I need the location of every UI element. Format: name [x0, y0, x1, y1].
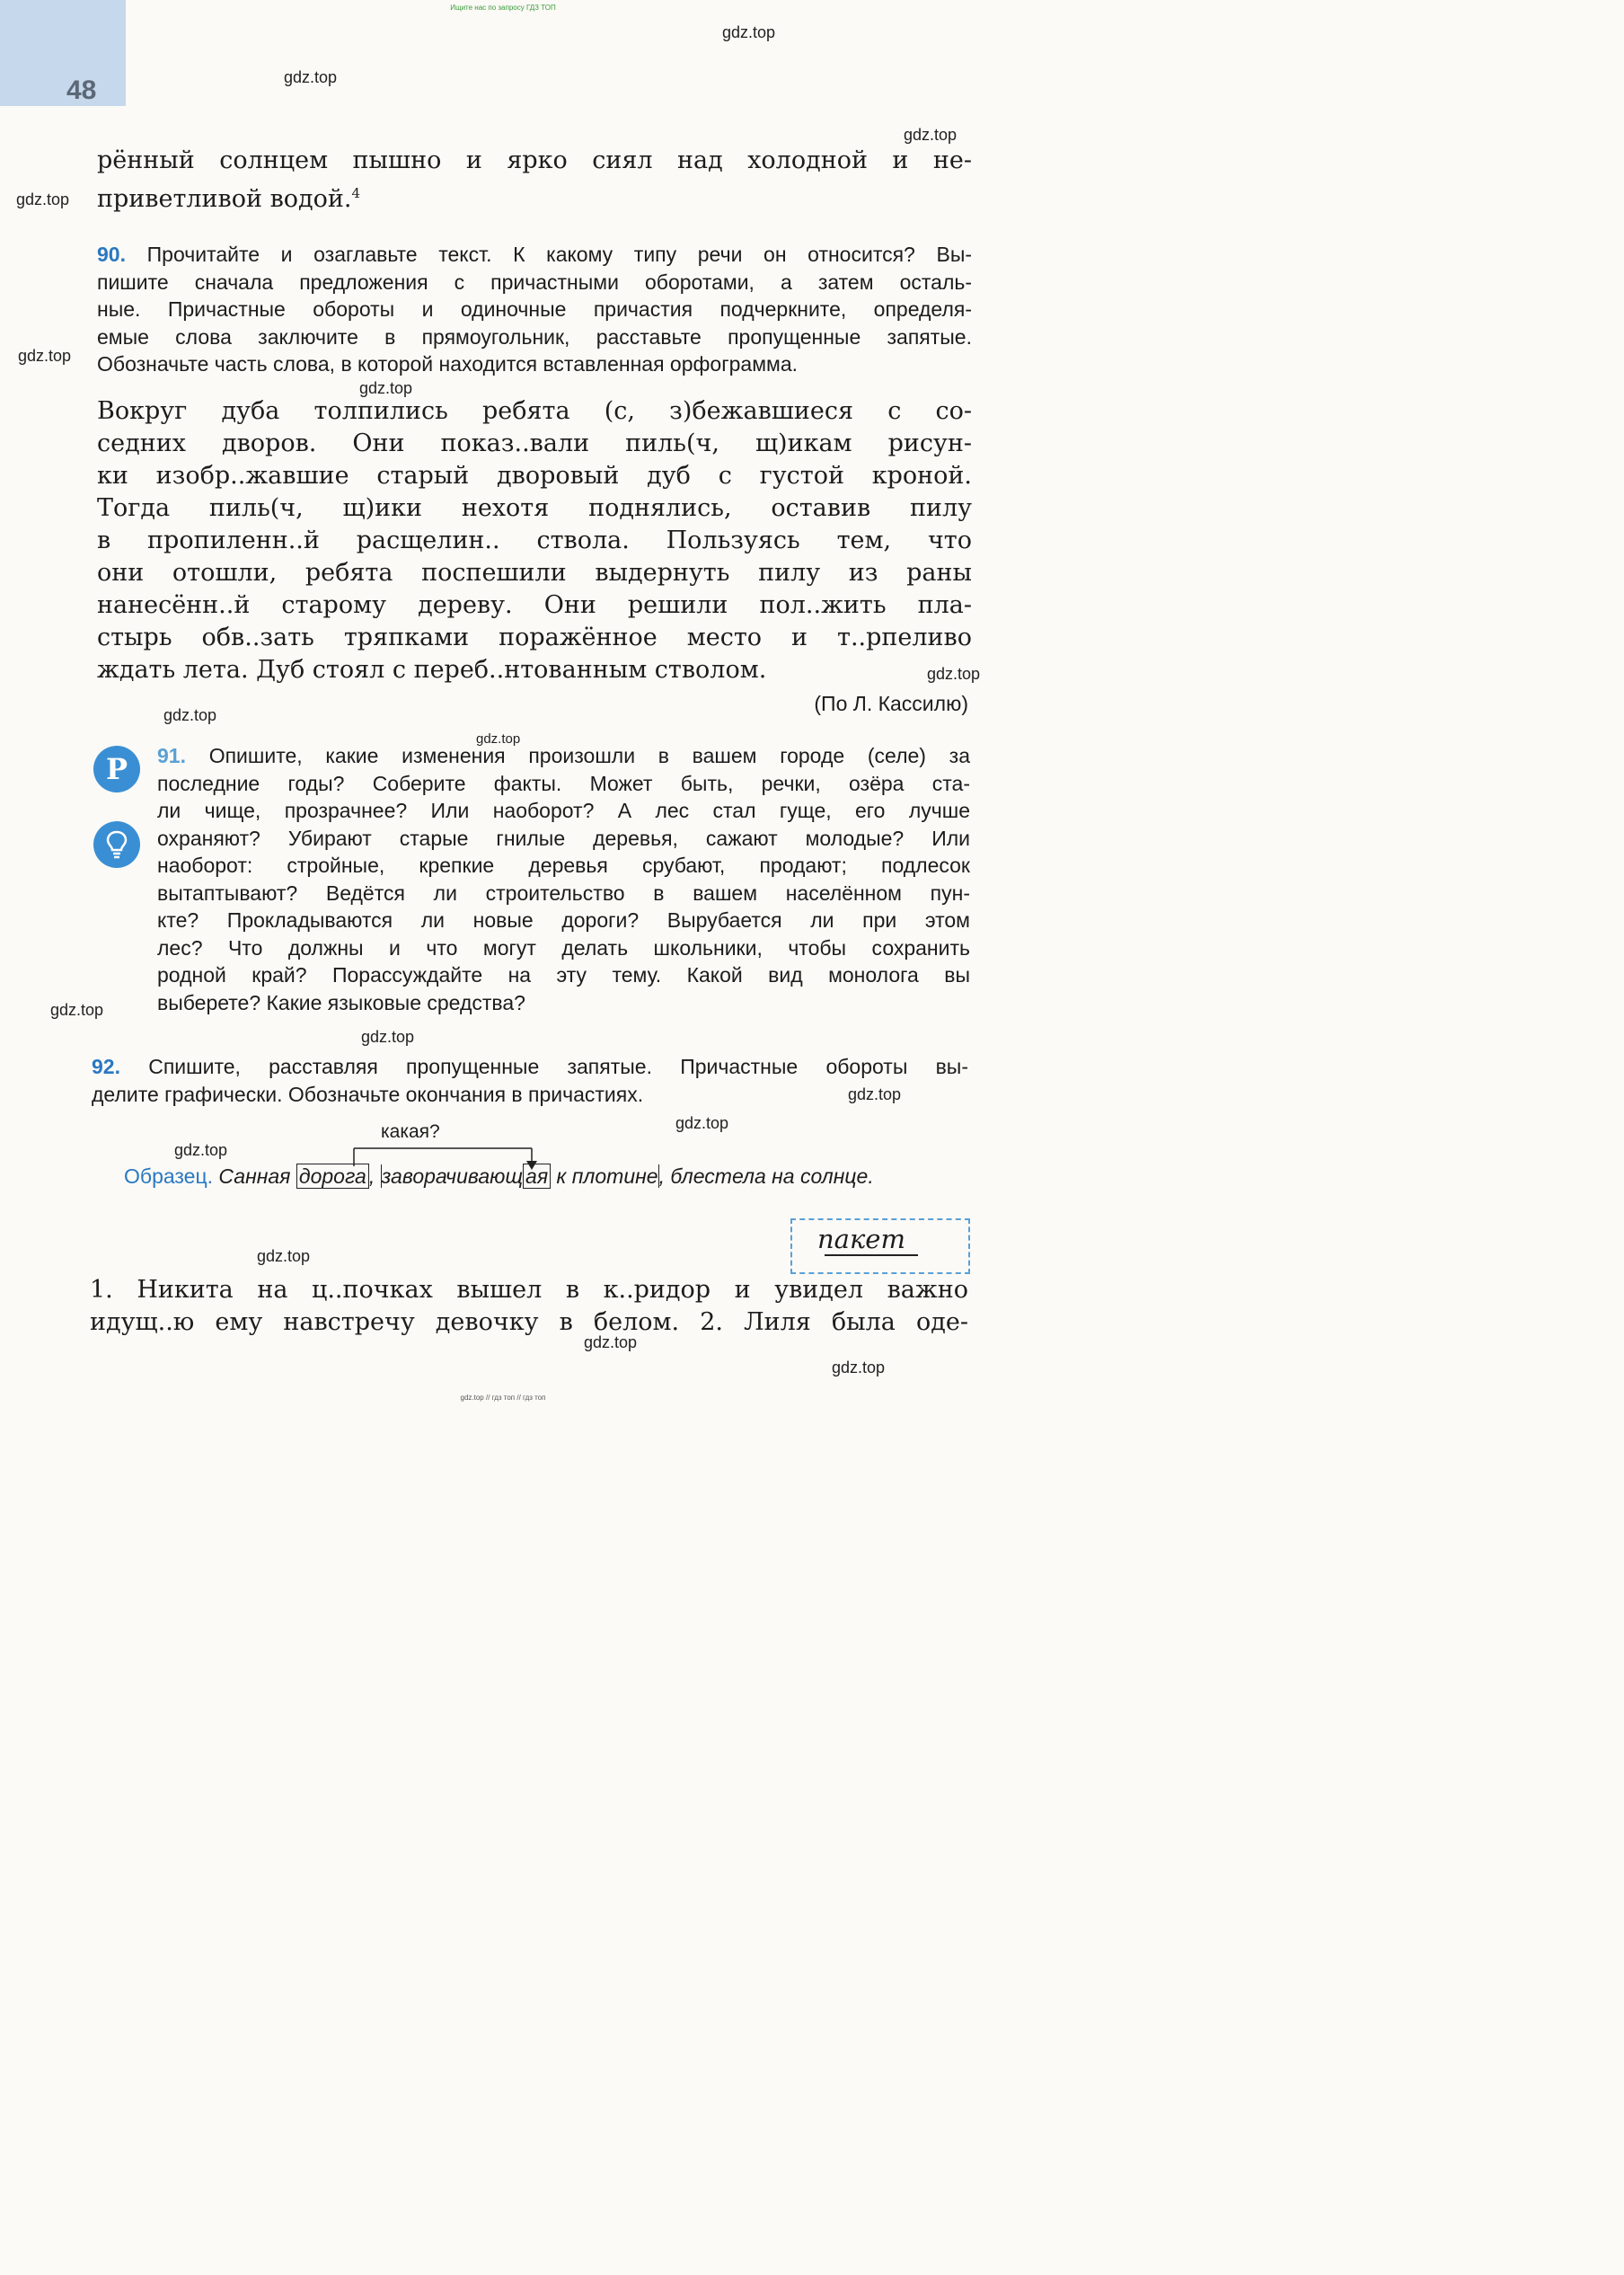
task-line: наоборот: стройные, крепкие деревья срубают, продают; подлесок [157, 854, 970, 877]
task-line: последние годы? Соберите факты. Может быть, речки, озёра ста- [157, 771, 970, 795]
sample-sentence [124, 1164, 970, 1189]
task-line [157, 742, 970, 770]
exercise-text [90, 1274, 968, 1339]
text-fragment: приветливой водой. [97, 185, 352, 213]
task-line [92, 1053, 968, 1081]
participle-phrase-end: к плотине [556, 1164, 658, 1188]
task-line [97, 241, 972, 269]
boxed-word: дорога [296, 1164, 369, 1189]
story-line: в пропиленн..й расщелин.. ствола. Пользуясь тем, что [97, 527, 972, 554]
text-fragment: Спишите, расставляя пропущенные запятые. Причастные обороты вы- [148, 1055, 968, 1078]
participle-ending: ая [523, 1164, 551, 1189]
sample-rest: , блестела на солнце. [658, 1164, 874, 1188]
task-line: ные. Причастные обороты и одиночные причастия подчеркните, определя- [97, 297, 972, 321]
watermark: gdz.top [50, 1001, 104, 1019]
task-line: ли чище, прозрачнее? Или наоборот? А лес стал гуще, его лучше [157, 799, 970, 822]
footnote-mark: 4 [351, 185, 361, 201]
top-banner: Ищите нас по запросу ГДЗ ТОП [450, 4, 556, 12]
watermark: gdz.top [18, 347, 72, 365]
bottom-banner: gdz.top // гдз топ // гдз топ [460, 1394, 546, 1402]
question-label: какая? [381, 1121, 440, 1142]
page-corner-decoration [0, 0, 126, 106]
story-line: седних дворов. Они показ..вали пиль(ч, щ)икам рисун- [97, 429, 972, 457]
text-line: рённый солнцем пышно и ярко сиял над холодной и не- [97, 146, 972, 174]
text-fragment: Прочитайте и озаглавьте текст. К какому типу речи он относится? Вы- [146, 243, 973, 266]
vocabulary-underline [825, 1254, 918, 1256]
watermark: gdz.top [16, 190, 70, 208]
task-line: родной край? Порассуждайте на эту тему. Какой вид монолога вы [157, 963, 970, 987]
watermark: gdz.top [927, 665, 981, 683]
sample-word: Санная [218, 1164, 291, 1188]
text-line [97, 177, 972, 216]
task-91 [157, 742, 970, 1016]
continuation-text [97, 145, 972, 216]
task-line: кте? Прокладываются ли новые дороги? Вырубается ли при этом [157, 908, 970, 932]
watermark: gdz.top [476, 731, 521, 747]
watermark: gdz.top [257, 1247, 311, 1265]
task-line: пишите сначала предложения с причастными оборотами, а затем осталь- [97, 270, 972, 294]
page-number: 48 [66, 75, 97, 105]
watermark: gdz.top [361, 1028, 415, 1046]
task-line: охраняют? Убирают старые гнилые деревья, сажают молодые? Или [157, 826, 970, 850]
story-text [97, 395, 972, 686]
watermark: gdz.top [904, 126, 958, 144]
watermark: gdz.top [675, 1114, 729, 1132]
sample-label: Образец. [124, 1164, 214, 1188]
story-line: нанесённ..й старому дереву. Они решили пол..жить пла- [97, 591, 972, 619]
watermark: gdz.top [284, 68, 338, 86]
story-line: ждать лета. Дуб стоял с переб..нтованным стволом. [97, 656, 767, 684]
task-line: делите графически. Обозначьте окончания в причастиях. [92, 1082, 644, 1106]
lightbulb-icon [93, 821, 140, 868]
sample-punct: , [368, 1164, 375, 1188]
task-number: 91. [157, 744, 186, 767]
task-line: вытаптывают? Ведётся ли строительство в вашем населённом пун- [157, 881, 970, 905]
watermark: gdz.top [832, 1359, 886, 1377]
watermark: gdz.top [359, 379, 413, 397]
task-line: Обозначьте часть слова, в которой находится вставленная орфограмма. [97, 352, 799, 376]
exercise-line: 1. Никита на ц..почках вышел в к..ридор и увидел важно [90, 1276, 968, 1304]
watermark: gdz.top [584, 1333, 638, 1351]
task-92 [92, 1053, 968, 1108]
watermark: gdz.top [848, 1085, 902, 1103]
task-line: выберете? Какие языковые средства? [157, 990, 525, 1014]
watermark: gdz.top [163, 706, 217, 724]
story-line: Тогда пиль(ч, щ)ики нехотя поднялись, оставив пилу [97, 494, 972, 522]
task-line: емые слова заключите в прямоугольник, расставьте пропущенные запятые. [97, 324, 972, 349]
story-line: стырь обв..зать тряпками поражённое место и т..рпеливо [97, 624, 972, 651]
story-line: Вокруг дуба толпились ребята (с, з)бежавшиеся с со- [97, 397, 972, 425]
attribution: (По Л. Кассилю) [814, 692, 968, 715]
task-90 [97, 241, 972, 378]
task-line: лес? Что должны и что могут делать школьники, чтобы сохранить [157, 935, 970, 960]
story-line: они отошли, ребята поспешили выдернуть пилу из раны [97, 559, 972, 587]
vocabulary-word: пакет [817, 1224, 905, 1254]
task-number: 92. [92, 1055, 120, 1078]
watermark: gdz.top [722, 23, 776, 41]
speech-badge: Р [93, 746, 140, 792]
story-line: ки изобр..жавшие старый дворовый дуб с густой кроной. [97, 462, 972, 490]
text-fragment: Опишите, какие изменения произошли в вашем городе (селе) за [208, 744, 970, 767]
watermark: gdz.top [174, 1141, 228, 1159]
participle-phrase-start: заворачивающ [381, 1164, 524, 1188]
task-number: 90. [97, 243, 126, 266]
exercise-line: идущ..ю ему навстречу девочку в белом. 2. Лиля была оде- [90, 1308, 968, 1336]
